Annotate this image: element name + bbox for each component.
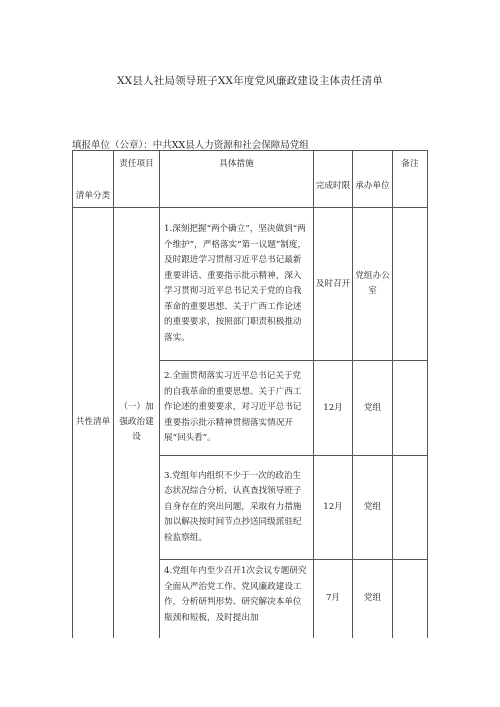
measure-cell: 4.党组年内至少召开1次会议专题研究全面从严治党工作、党风廉政建设工作，分析研判形势、研究解决本单位瓶颈和短板，及时提出加 [160, 560, 314, 638]
dept-cell: 党组 [353, 456, 393, 560]
dept-cell: 党组办公室 [353, 208, 393, 361]
measure-cell: 1.深刻把握“两个确立”，坚决做到“两个维护”，严格落实“第一议题”制度，及时跟进学习贯彻习近平总书记最新重要讲话、重要指示批示精神，深入学习贯彻习近平总书记关于党的自我革命的重要思想、关于广西工作论述的重要要求，按照部门职责积极推动落实。 [160, 208, 314, 361]
header-dept: 承办单位 [353, 151, 393, 208]
header-note: 备注 [393, 151, 428, 208]
deadline-cell: 7月 [314, 560, 353, 638]
dept-cell: 党组 [353, 361, 393, 456]
measure-cell: 3.党组年内组织不少于一次的政治生态状况综合分析，认真查找领导班子自身存在的突出问题，采取有力措施加以解决按时间节点抄送同级派驻纪检监察组。 [160, 456, 314, 560]
table-row [73, 208, 428, 361]
note-cell [393, 361, 428, 456]
deadline-cell: 12月 [314, 456, 353, 560]
item-cell: （一）加强政治建设 [114, 208, 160, 638]
header-category: 清单分类 [73, 151, 114, 208]
document-title: XX县人社局领导班子XX年度党风廉政建设主体责任清单 [116, 75, 384, 87]
note-cell [393, 456, 428, 560]
note-cell [393, 208, 428, 361]
measure-cell: 2.全面贯彻落实习近平总书记关于党的自我革命的重要思想、关于广西工作论述的重要要求，对习近平总书记重要指示批示精神贯彻落实情况开展“回头看”。 [160, 361, 314, 456]
deadline-cell: 12月 [314, 361, 353, 456]
deadline-cell: 及时召开 [314, 208, 353, 361]
responsibility-table [72, 150, 428, 638]
category-cell: 共性清单 [73, 208, 114, 638]
header-measures: 具体措施 [160, 151, 314, 208]
header-item: 责任项目 [114, 151, 160, 208]
reporting-unit-line: 填报单位（公章）：中共XX县人力资源和社会保障局党组 [72, 140, 309, 151]
dept-cell: 党组 [353, 560, 393, 638]
note-cell [393, 560, 428, 638]
table-header-row [73, 151, 428, 208]
header-deadline: 完成时限 [314, 151, 353, 208]
